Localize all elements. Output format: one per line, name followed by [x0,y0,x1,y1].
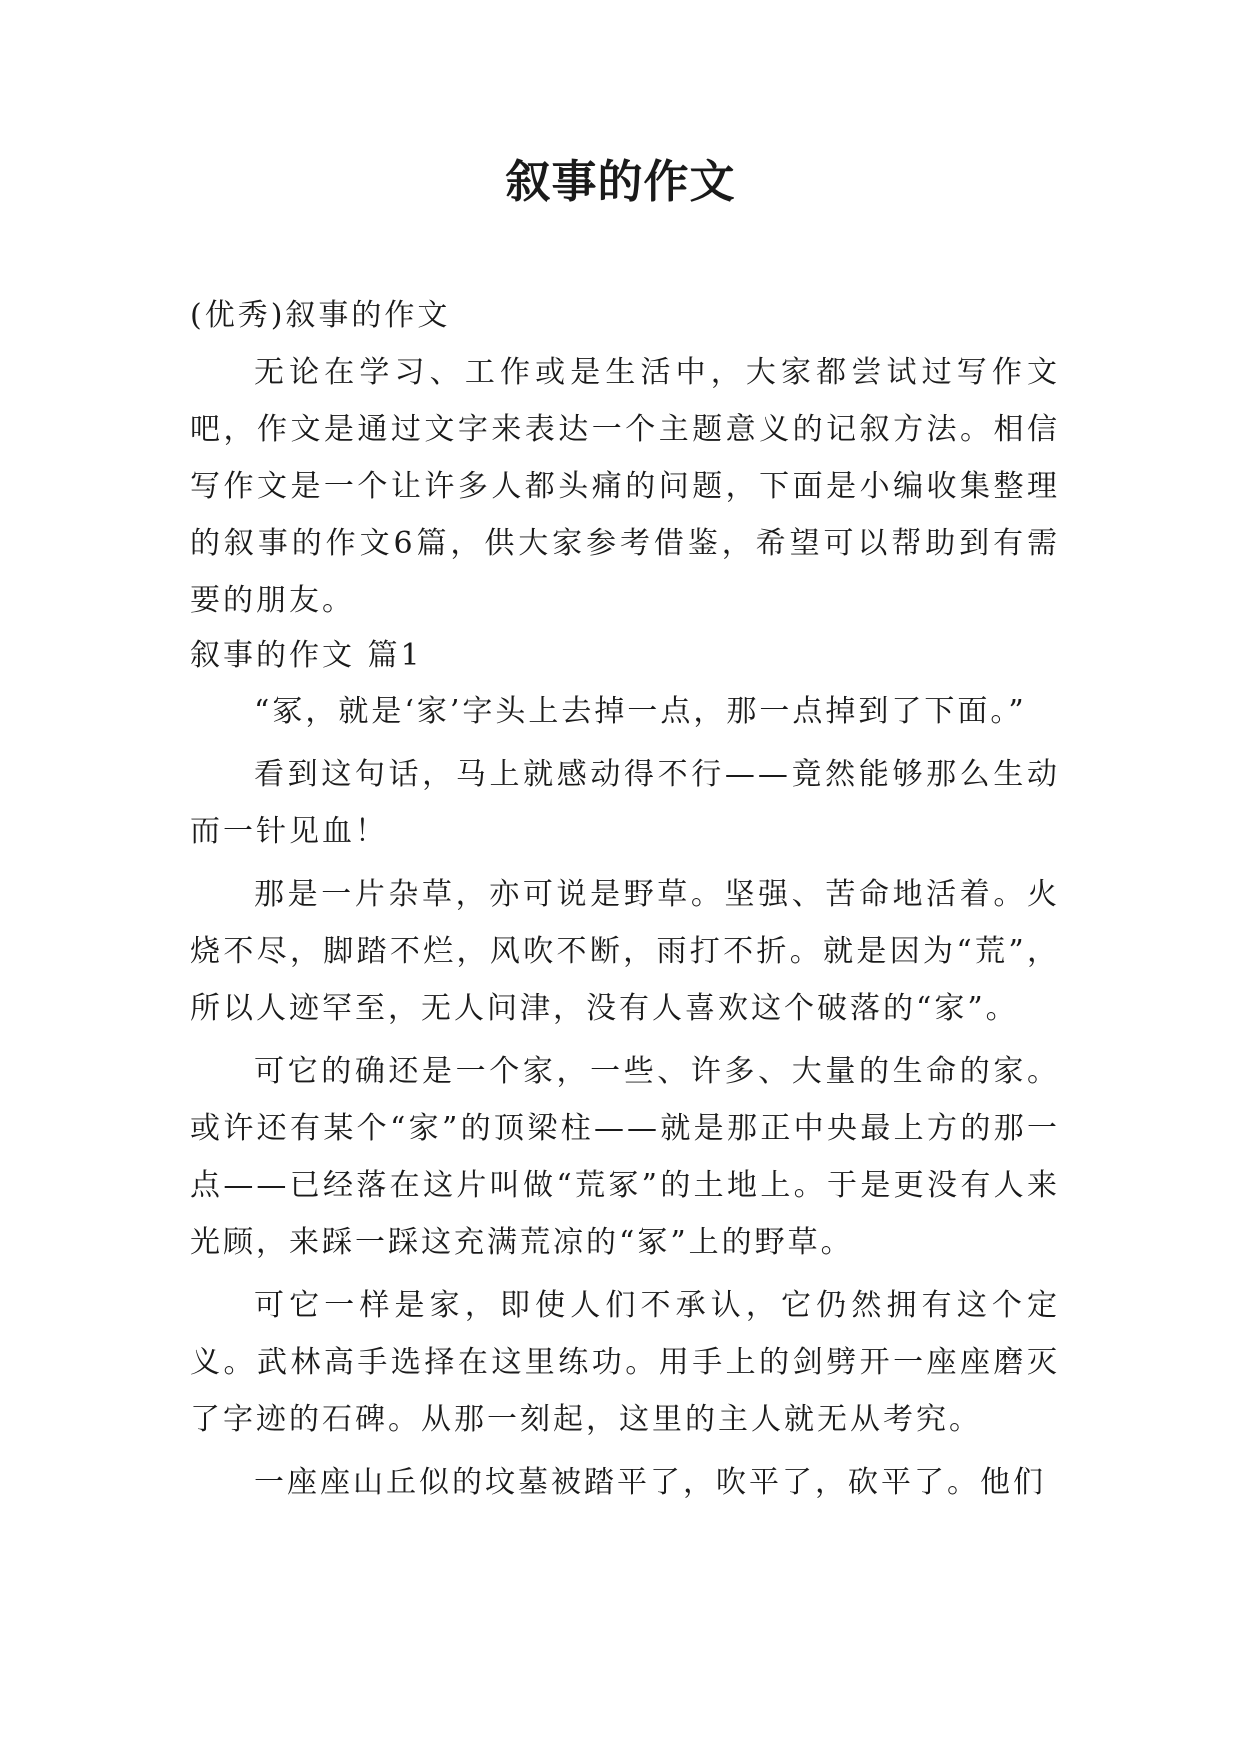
paragraph: “冢，就是‘家’字头上去掉一点，那一点掉到了下面。” [254,694,1027,729]
paragraph: 可它的确还是一个家，一些、许多、大量的生命的家。或许还有某个“家”的顶梁柱——就是那正中央最上方的那一点——已经落在这片叫做“荒冢”的土地上。于是更没有人来光顾，来踩一踩这充满荒凉的“冢”上的野草。 [190,1054,1060,1260]
paragraph: 看到这句话，马上就感动得不行——竟然能够那么生动而一针见血！ [190,757,1060,849]
paragraph: 那是一片杂草，亦可说是野草。坚强、苦命地活着。火烧不尽，脚踏不烂，风吹不断，雨打不折。就是因为“荒”，所以人迹罕至，无人问津，没有人喜欢这个破落的“家”。 [190,877,1060,1026]
document-body [190,287,1060,1511]
section-heading: 叙事的作文 篇1 [190,638,423,673]
document-title: 叙事的作文 [505,155,736,208]
document-subtitle: (优秀)叙事的作文 [190,298,451,333]
intro-paragraph: 无论在学习、工作或是生活中，大家都尝试过写作文吧，作文是通过文字来表达一个主题意义的记叙方法。相信写作文是一个让许多人都头痛的问题，下面是小编收集整理的叙事的作文6篇，供大家参考借鉴，希望可以帮助到有需要的朋友。 [190,355,1060,618]
paragraph: 可它一样是家，即使人们不承认，它仍然拥有这个定义。武林高手选择在这里练功。用手上的剑劈开一座座磨灭了字迹的石碑。从那一刻起，这里的主人就无从考究。 [190,1288,1060,1437]
paragraph: 一座座山丘似的坟墓被踏平了，吹平了，砍平了。他们 [254,1465,1046,1500]
